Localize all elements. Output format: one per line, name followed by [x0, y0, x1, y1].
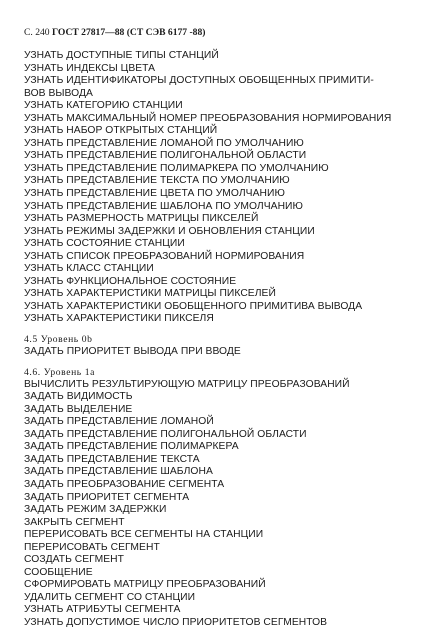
function-name-line: ЗАДАТЬ ПРЕДСТАВЛЕНИЕ ШАБЛОНА	[24, 466, 213, 478]
function-name-line: УЗНАТЬ КЛАСС СТАНЦИИ	[24, 263, 154, 275]
function-name-line: ЗАДАТЬ РЕЖИМ ЗАДЕРЖКИ	[24, 504, 167, 516]
level-0b-functions-list	[24, 346, 414, 359]
function-name-line: УЗНАТЬ ПРЕДСТАВЛЕНИЕ ПОЛИГОНАЛЬНОЙ ОБЛАСТИ	[24, 150, 307, 162]
function-name-line: ВЫЧИСЛИТЬ РЕЗУЛЬТИРУЮЩУЮ МАТРИЦУ ПРЕОБРАЗОВАНИЙ	[24, 378, 350, 390]
function-name-line: УЗНАТЬ ХАРАКТЕРИСТИКИ МАТРИЦЫ ПИКСЕЛЕЙ	[24, 288, 276, 300]
inquiry-functions-list	[24, 50, 414, 326]
function-name-line: СФОРМИРОВАТЬ МАТРИЦУ ПРЕОБРАЗОВАНИЙ	[24, 579, 266, 591]
function-name-line: УЗНАТЬ КАТЕГОРИЮ СТАНЦИИ	[24, 100, 183, 112]
function-list	[24, 50, 414, 630]
page-number: С. 240	[24, 27, 50, 38]
function-name-line: ЗАДАТЬ ПРЕДСТАВЛЕНИЕ ЛОМАНОЙ	[24, 416, 214, 428]
function-name-line: УЗНАТЬ ХАРАКТЕРИСТИКИ ОБОБЩЕННОГО ПРИМИТИВА ВЫВОДА	[24, 300, 363, 312]
function-name-line: УЗНАТЬ ПРЕДСТАВЛЕНИЕ ТЕКСТА ПО УМОЛЧАНИЮ	[24, 175, 290, 187]
function-name-line: УЗНАТЬ ПРЕДСТАВЛЕНИЕ ШАБЛОНА ПО УМОЛЧАНИЮ	[24, 200, 303, 212]
function-name-line: УЗНАТЬ РАЗМЕРНОСТЬ МАТРИЦЫ ПИКСЕЛЕЙ	[24, 213, 259, 225]
standard-designation: ГОСТ 27817—88 (СТ СЭВ 6177 -88)	[52, 27, 206, 38]
level-1a-functions-list	[24, 379, 414, 630]
function-name-line: ЗАДАТЬ ПРЕОБРАЗОВАНИЕ СЕГМЕНТА	[24, 478, 225, 490]
function-name-line: УЗНАТЬ НАБОР ОТКРЫТЫХ СТАНЦИЙ	[24, 125, 218, 137]
function-name-line: УЗНАТЬ СПИСОК ПРЕОБРАЗОВАНИЙ НОРМИРОВАНИЯ	[24, 250, 305, 262]
function-name-line: ПЕРЕРИСОВАТЬ ВСЕ СЕГМЕНТЫ НА СТАНЦИИ	[24, 529, 264, 541]
function-name-line: ЗАДАТЬ ПРЕДСТАВЛЕНИЕ ПОЛИМАРКЕРА	[24, 441, 239, 453]
function-name-line: УЗНАТЬ ПРЕДСТАВЛЕНИЕ ЦВЕТА ПО УМОЛЧАНИЮ	[24, 188, 285, 200]
section-4-6-heading: 4.6. Уровень 1a	[24, 366, 96, 378]
function-name-line: УЗНАТЬ СОСТОЯНИЕ СТАНЦИИ	[24, 238, 185, 250]
page-header	[24, 27, 205, 38]
function-name-line: ЗАДАТЬ ВИДИМОСТЬ	[24, 391, 133, 403]
function-name-line: СОЗДАТЬ СЕГМЕНТ	[24, 554, 124, 566]
function-name-line: УЗНАТЬ ИДЕНТИФИКАТОРЫ ДОСТУПНЫХ ОБОБЩЕННЫХ ПРИМИТИ-	[24, 75, 374, 87]
function-name-line: УЗНАТЬ ДОПУСТИМОЕ ЧИСЛО ПРИОРИТЕТОВ СЕГМЕНТОВ	[24, 616, 328, 628]
function-name-line: ЗАДАТЬ ВЫДЕЛЕНИЕ	[24, 403, 133, 415]
function-name-line: ЗАДАТЬ ПРИОРИТЕТ ВЫВОДА ПРИ ВВОДЕ	[24, 346, 241, 358]
function-name-line: СООБЩЕНИЕ	[24, 566, 93, 578]
function-name-line: УЗНАТЬ МАКСИМАЛЬНЫЙ НОМЕР ПРЕОБРАЗОВАНИЯ НОРМИРОВАНИЯ	[24, 112, 392, 124]
function-name-line: УЗНАТЬ ПРЕДСТАВЛЕНИЕ ПОЛИМАРКЕРА ПО УМОЛЧАНИЮ	[24, 162, 329, 174]
function-name-line: УДАЛИТЬ СЕГМЕНТ СО СТАНЦИИ	[24, 591, 196, 603]
function-name-line: УЗНАТЬ ПРЕДСТАВЛЕНИЕ ЛОМАНОЙ ПО УМОЛЧАНИЮ	[24, 137, 304, 149]
function-name-line: УЗНАТЬ РЕЖИМЫ ЗАДЕРЖКИ И ОБНОВЛЕНИЯ СТАНЦИИ	[24, 225, 315, 237]
function-name-line: УЗНАТЬ ИНДЕКСЫ ЦВЕТА	[24, 62, 156, 74]
function-name-line: ЗАДАТЬ ПРЕДСТАВЛЕНИЕ ТЕКСТА	[24, 453, 200, 465]
function-name-line: ЗАДАТЬ ПРИОРИТЕТ СЕГМЕНТА	[24, 491, 190, 503]
section-4-5-heading: 4.5 Уровень 0b	[24, 334, 93, 346]
function-name-line: ЗАДАТЬ ПРЕДСТАВЛЕНИЕ ПОЛИГОНАЛЬНОЙ ОБЛАСТИ	[24, 428, 307, 440]
function-name-line: УЗНАТЬ ХАРАКТЕРИСТИКИ ПИКСЕЛЯ	[24, 313, 214, 325]
function-name-line: ПЕРЕРИСОВАТЬ СЕГМЕНТ	[24, 541, 160, 553]
function-name-line: УЗНАТЬ АТРИБУТЫ СЕГМЕНТА	[24, 604, 181, 616]
function-name-line: УЗНАТЬ ДОСТУПНЫЕ ТИПЫ СТАНЦИЙ	[24, 50, 219, 61]
function-name-line: ВОВ ВЫВОДА	[24, 87, 93, 99]
function-name-line: УЗНАТЬ ФУНКЦИОНАЛЬНОЕ СОСТОЯНИЕ	[24, 275, 237, 287]
function-name-line: ЗАКРЫТЬ СЕГМЕНТ	[24, 516, 125, 528]
